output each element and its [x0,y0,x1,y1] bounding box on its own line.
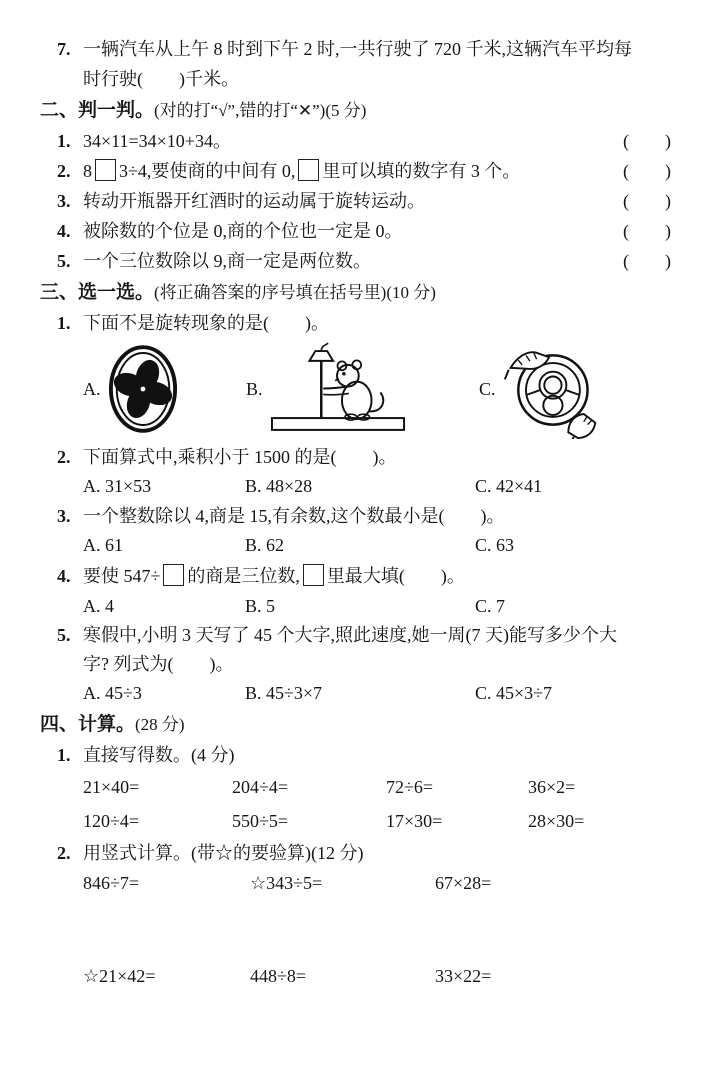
vertical-calc-row-1 [83,868,671,899]
answer-bracket: ( ) [623,221,671,241]
choice-q5-text: 寒假中,小明 3 天写了 45 个大字,照此速度,她一周(7 天)能写多少个大 [83,625,617,645]
calc-expression: 448÷8= [250,966,307,986]
judge-item-3 [57,186,671,216]
choice-q3 [57,501,671,531]
choice-q5-line2: 字? 列式为( )。 [83,654,234,674]
calc-expression: 846÷7= [83,873,140,893]
section-4-note: (28 分) [135,715,185,734]
option-a: A. 45÷3 [83,683,142,703]
vertical-calc-row-2 [83,961,671,992]
answer-bracket: ( ) [623,161,671,181]
judge-item-1-text: 34×11=34×10+34。 [83,131,231,151]
choice-q5-options [83,679,671,708]
section-2-title: 二、判一判。 [40,100,155,121]
figure-option-c [479,339,671,439]
calc-sub1 [57,740,671,770]
question-7-text: 一辆汽车从上午 8 时到下午 2 时,一共行驶了 720 千米,这辆汽车平均每 [83,39,632,59]
choice-q3-number: 3. [57,506,71,526]
option-a: A. 31×53 [83,476,152,496]
choice-q1-text: 下面不是旋转现象的是( )。 [83,313,329,333]
judge-item-4-text: 被除数的个位是 0,商的个位也一定是 0。 [83,221,403,241]
option-b: B. 62 [245,535,285,555]
judge-item-4 [57,216,671,246]
choice-q1-number: 1. [57,313,71,333]
option-b: B. 5 [245,596,276,616]
judge-item-2 [57,156,671,186]
answer-bracket: ( ) [623,131,671,151]
option-c: C. 7 [475,596,506,616]
choice-q2-number: 2. [57,447,71,467]
option-c: C. 63 [475,535,515,555]
section-2-header [40,95,671,126]
choice-q2 [57,442,671,472]
figure-option-a [83,343,246,435]
choice-q4-number: 4. [57,566,71,586]
section-4-title: 四、计算。 [40,714,136,735]
choice-q4 [57,560,671,592]
judge-item-3-text: 转动开瓶器开红酒时的运动属于旋转运动。 [83,191,425,211]
figure-option-b [246,342,479,436]
judge-item-1 [57,126,671,156]
mouse-lever-image [270,342,408,436]
choice-q1 [57,308,671,338]
judge-item-2-text-b: 3÷4,要使商的中间有 0, [119,161,296,181]
judge-item-5 [57,246,671,276]
judge-item-3-number: 3. [57,191,71,211]
choice-q2-options [83,472,671,501]
section-3-header [40,277,671,308]
calc-expression: 21×40= [83,777,140,797]
direct-calc-row-2 [83,804,671,838]
calc-expression: ☆21×42= [83,966,156,986]
choice-q4-text-b: 的商是三位数, [187,566,300,586]
fill-box [303,564,324,586]
fill-box [95,159,116,181]
calc-sub1-text: 直接写得数。(4 分) [83,745,235,765]
judge-item-2-text-c: 里可以填的数字有 3 个。 [322,161,521,181]
calc-sub1-number: 1. [57,745,71,765]
calc-expression: 33×22= [435,966,492,986]
option-b: B. 45÷3×7 [245,683,323,703]
working-space [40,899,671,961]
choice-q2-text: 下面算式中,乘积小于 1500 的是( )。 [83,447,397,467]
choice-q4-options [83,592,671,621]
judge-item-5-text: 一个三位数除以 9,商一定是两位数。 [83,251,371,271]
calc-expression: 67×28= [435,873,492,893]
option-a: A. 61 [83,535,123,555]
judge-item-1-number: 1. [57,131,71,151]
figure-option-a-label: A. [83,378,101,399]
calc-expression: 550÷5= [232,811,289,831]
choice-q3-options [83,531,671,560]
judge-item-5-number: 5. [57,251,71,271]
calc-sub2 [57,838,671,868]
judge-item-4-number: 4. [57,221,71,241]
option-c: C. 45×3÷7 [475,683,553,703]
figure-option-b-label: B. [246,378,263,399]
option-b: B. 48×28 [245,476,313,496]
judge-item-2-text [83,156,520,186]
section-4-header [40,709,671,740]
calc-expression: 72÷6= [386,777,434,797]
answer-bracket: ( ) [623,251,671,271]
choice-q5-line1 [57,621,671,650]
calc-expression: 120÷4= [83,811,140,831]
option-a: A. 4 [83,596,114,616]
answer-bracket: ( ) [623,191,671,211]
direct-calc-row-1 [83,770,671,804]
calc-expression: 17×30= [386,811,443,831]
judge-item-2-number: 2. [57,161,71,181]
fill-box [298,159,319,181]
choice-q4-text-a: 要使 547÷ [83,566,161,586]
question-7-line1 [57,34,671,64]
fill-box [163,564,184,586]
steering-wheel-image [503,339,599,439]
calc-expression: ☆343÷5= [250,873,323,893]
section-3-title: 三、选一选。 [40,282,155,303]
calc-expression: 204÷4= [232,777,289,797]
choice-q4-text [83,560,465,592]
calc-sub2-text: 用竖式计算。(带☆的要验算)(12 分) [83,843,364,863]
section-3-note: (将正确答案的序号填在括号里)(10 分) [154,283,436,302]
calc-sub2-number: 2. [57,843,71,863]
judge-item-2-text-a: 8 [83,161,92,181]
choice-q5-number: 5. [57,625,71,645]
figure-option-c-label: C. [479,378,496,399]
choice-q3-text: 一个整数除以 4,商是 15,有余数,这个数最小是( )。 [83,506,505,526]
choice-q1-figures [83,340,671,438]
question-7-number: 7. [57,39,71,59]
calc-expression: 28×30= [528,811,585,831]
question-7-line2: 时行驶( )千米。 [83,69,239,89]
calc-expression: 36×2= [528,777,576,797]
choice-q4-text-c: 里最大填( )。 [326,566,465,586]
electric-fan-image [108,343,178,435]
option-c: C. 42×41 [475,476,543,496]
section-2-note: (对的打“√”,错的打“✕”)(5 分) [154,101,367,120]
